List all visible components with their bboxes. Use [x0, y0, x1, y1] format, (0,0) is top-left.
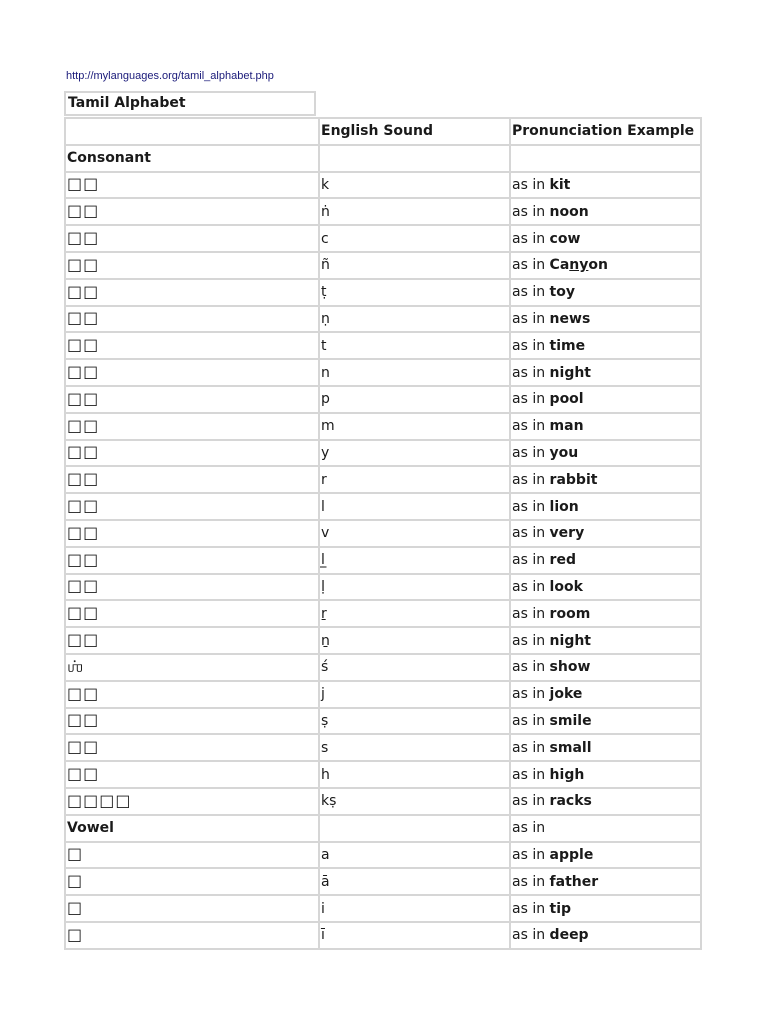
pronunciation-example — [510, 761, 701, 788]
english-sound: c — [319, 225, 510, 252]
tamil-letter: □□ — [67, 174, 100, 194]
letter-cell — [65, 225, 319, 252]
tamil-letter: □□ — [67, 710, 100, 730]
tamil-letter: ஶ் — [67, 656, 85, 676]
example-prefix: as in — [512, 525, 550, 542]
letter-cell — [65, 520, 319, 547]
english-sound: y — [319, 440, 510, 467]
english-sound: a — [319, 842, 510, 869]
tamil-letter: □ — [67, 844, 84, 864]
letter-cell — [65, 788, 319, 815]
english-sound: ḷ — [319, 574, 510, 601]
letter-cell — [65, 868, 319, 895]
letter-cell — [65, 922, 319, 949]
letter-cell — [65, 600, 319, 627]
english-sound: ṣ — [319, 708, 510, 735]
tamil-letter: □□ — [67, 308, 100, 328]
pronunciation-example — [510, 359, 701, 386]
english-sound: t — [319, 332, 510, 359]
example-word: tip — [549, 900, 572, 917]
letter-cell — [65, 842, 319, 869]
pronunciation-example — [510, 225, 701, 252]
example-word: small — [549, 739, 592, 756]
english-sound: p — [319, 386, 510, 413]
example-prefix: as in — [512, 364, 550, 381]
table-row — [65, 842, 701, 869]
table-row — [65, 172, 701, 199]
table-row — [65, 574, 701, 601]
pronunciation-example — [510, 547, 701, 574]
pronunciation-example — [510, 493, 701, 520]
letter-cell — [65, 627, 319, 654]
table-row — [65, 520, 701, 547]
letter-cell — [65, 332, 319, 359]
tamil-letter: □□ — [67, 362, 100, 382]
section-example-cell: as in — [510, 815, 701, 842]
header-english-sound: English Sound — [319, 118, 510, 145]
example-prefix: as in — [512, 578, 550, 595]
letter-cell — [65, 708, 319, 735]
example-prefix: as in — [512, 418, 550, 435]
pronunciation-example — [510, 627, 701, 654]
letter-cell — [65, 681, 319, 708]
letter-cell — [65, 252, 319, 279]
tamil-letter: □□ — [67, 254, 100, 274]
example-prefix: as in — [512, 552, 550, 569]
tamil-letter: □ — [67, 898, 84, 917]
example-prefix: as in — [512, 632, 550, 649]
example-prefix: as in — [512, 176, 550, 193]
example-word: man — [549, 418, 584, 435]
english-sound: n — [319, 359, 510, 386]
pronunciation-example — [510, 386, 701, 413]
tamil-letter: □□ — [67, 335, 100, 355]
example-prefix: as in — [512, 900, 550, 917]
table-row — [65, 708, 701, 735]
example-word: you — [549, 444, 579, 461]
example-prefix: as in — [512, 605, 550, 622]
letter-cell — [65, 466, 319, 493]
tamil-letter: □□ — [67, 469, 100, 489]
example-prefix: as in — [512, 846, 550, 863]
english-sound: ā — [319, 868, 510, 895]
section-example-cell — [510, 145, 701, 172]
example-prefix: as in — [512, 927, 550, 944]
pronunciation-example — [510, 681, 701, 708]
tamil-letter: □□ — [67, 442, 100, 462]
section-row — [65, 145, 701, 172]
example-word: toy — [549, 284, 575, 301]
pronunciation-example — [510, 600, 701, 627]
table-row — [65, 225, 701, 252]
table-row — [65, 761, 701, 788]
tamil-letter: □□ — [67, 603, 100, 623]
letter-cell — [65, 440, 319, 467]
table-row — [65, 627, 701, 654]
english-sound: ī — [319, 922, 510, 949]
letter-cell — [65, 198, 319, 225]
example-word: very — [549, 525, 585, 542]
table-header-row — [65, 118, 701, 145]
section-sound-cell — [319, 815, 510, 842]
table-row — [65, 788, 701, 815]
tamil-letter: □ — [67, 871, 84, 891]
tamil-letter: □□□□ — [67, 790, 132, 810]
section-label: Consonant — [65, 145, 319, 172]
tamil-letter: □ — [67, 924, 84, 944]
example-prefix: as in — [512, 498, 550, 515]
table-row — [65, 413, 701, 440]
example-word: lion — [549, 498, 579, 515]
page-title: Tamil Alphabet — [64, 91, 316, 116]
english-sound: ś — [319, 654, 510, 681]
section-sound-cell — [319, 145, 510, 172]
example-prefix: as in — [512, 391, 550, 408]
tamil-letter: □□ — [67, 201, 100, 221]
example-word: apple — [549, 846, 594, 863]
pronunciation-example — [510, 306, 701, 333]
pronunciation-example — [510, 654, 701, 681]
tamil-letter: □□ — [67, 522, 100, 542]
tamil-letter: □□ — [67, 764, 100, 784]
letter-cell — [65, 734, 319, 761]
example-prefix: as in — [512, 739, 550, 756]
header-letter — [65, 118, 319, 145]
english-sound: h — [319, 761, 510, 788]
letter-cell — [65, 547, 319, 574]
tamil-letter: □□ — [67, 496, 100, 516]
english-sound: ṇ — [319, 306, 510, 333]
table-row — [65, 493, 701, 520]
table-row — [65, 868, 701, 895]
example-word: red — [549, 552, 576, 569]
tamil-letter: □□ — [67, 576, 100, 596]
letter-cell — [65, 895, 319, 922]
example-word: racks — [549, 793, 592, 810]
tamil-letter: □□ — [67, 228, 100, 248]
tamil-letter: □□ — [67, 630, 100, 650]
table-row — [65, 922, 701, 949]
table-row — [65, 440, 701, 467]
pronunciation-example — [510, 868, 701, 895]
english-sound: m — [319, 413, 510, 440]
tamil-letter: □□ — [67, 415, 100, 435]
example-word: news — [549, 310, 591, 327]
english-sound: k — [319, 172, 510, 199]
pronunciation-example — [510, 279, 701, 306]
example-word: high — [549, 766, 585, 783]
example-word: noon — [549, 203, 589, 220]
english-sound: v — [319, 520, 510, 547]
example-prefix: as in — [512, 257, 550, 274]
table-row — [65, 332, 701, 359]
pronunciation-example — [510, 895, 701, 922]
pronunciation-example — [510, 842, 701, 869]
pronunciation-example — [510, 788, 701, 815]
letter-cell — [65, 493, 319, 520]
example-word: smile — [549, 712, 592, 729]
english-sound: j — [319, 681, 510, 708]
example-prefix: as in — [512, 793, 550, 810]
pronunciation-example — [510, 440, 701, 467]
letter-cell — [65, 386, 319, 413]
table-row — [65, 198, 701, 225]
letter-cell — [65, 359, 319, 386]
pronunciation-example — [510, 332, 701, 359]
table-row — [65, 252, 701, 279]
example-prefix: as in — [512, 337, 550, 354]
pronunciation-example — [510, 413, 701, 440]
pronunciation-example — [510, 922, 701, 949]
letter-cell — [65, 172, 319, 199]
english-sound: ṅ — [319, 198, 510, 225]
example-word-part: Ca — [549, 257, 570, 274]
example-word: pool — [549, 391, 584, 408]
table-row — [65, 654, 701, 681]
english-sound: i — [319, 895, 510, 922]
letter-cell — [65, 654, 319, 681]
example-prefix: as in — [512, 686, 550, 703]
table-row — [65, 386, 701, 413]
tamil-letter: □□ — [67, 388, 100, 408]
letter-cell — [65, 279, 319, 306]
english-sound: l̲ — [319, 547, 510, 574]
english-sound: kṣ — [319, 788, 510, 815]
table-row — [65, 734, 701, 761]
example-prefix: as in — [512, 766, 550, 783]
pronunciation-example — [510, 734, 701, 761]
example-prefix: as in — [512, 284, 550, 301]
alphabet-table — [64, 117, 702, 950]
english-sound: ṭ — [319, 279, 510, 306]
pronunciation-example — [510, 708, 701, 735]
tamil-letter: □□ — [67, 281, 100, 301]
pronunciation-example — [510, 466, 701, 493]
source-link[interactable]: http://mylanguages.org/tamil_alphabet.php — [66, 70, 274, 82]
example-word: kit — [549, 176, 571, 193]
example-prefix: as in — [512, 873, 550, 890]
example-word: look — [549, 578, 583, 595]
table-row — [65, 681, 701, 708]
example-prefix: as in — [512, 203, 550, 220]
example-word: cow — [549, 230, 581, 247]
english-sound: ṟ — [319, 600, 510, 627]
letter-cell — [65, 574, 319, 601]
letter-cell — [65, 761, 319, 788]
example-word: room — [549, 605, 591, 622]
table-row — [65, 600, 701, 627]
example-word-part: on — [588, 257, 608, 274]
example-word: night — [549, 364, 591, 381]
example-prefix: as in — [512, 471, 550, 488]
header-pronunciation-example: Pronunciation Example — [510, 118, 701, 145]
example-word: show — [549, 659, 591, 676]
table-row — [65, 466, 701, 493]
example-word-underlined: ny — [569, 257, 589, 274]
pronunciation-example — [510, 198, 701, 225]
example-word: joke — [549, 686, 583, 703]
example-word: rabbit — [549, 471, 598, 488]
tamil-letter: □□ — [67, 683, 100, 703]
example-word: father — [549, 873, 599, 890]
table-row — [65, 895, 701, 922]
example-prefix: as in — [512, 230, 550, 247]
example-prefix: as in — [512, 310, 550, 327]
english-sound: l — [319, 493, 510, 520]
example-prefix: as in — [512, 444, 550, 461]
pronunciation-example — [510, 520, 701, 547]
tamil-letter: □□ — [67, 737, 100, 757]
english-sound: ṉ — [319, 627, 510, 654]
table-row — [65, 306, 701, 333]
example-prefix: as in — [512, 659, 550, 676]
example-word: night — [549, 632, 591, 649]
table-row — [65, 547, 701, 574]
example-word — [550, 257, 608, 273]
letter-cell — [65, 413, 319, 440]
english-sound: ñ — [319, 252, 510, 279]
example-word: deep — [549, 927, 589, 944]
table-row — [65, 279, 701, 306]
pronunciation-example — [510, 172, 701, 199]
pronunciation-example — [510, 574, 701, 601]
section-label: Vowel — [65, 815, 319, 842]
letter-cell — [65, 306, 319, 333]
section-row — [65, 815, 701, 842]
table-row — [65, 359, 701, 386]
pronunciation-example — [510, 252, 701, 279]
tamil-letter: □□ — [67, 549, 100, 569]
example-word: time — [549, 337, 586, 354]
english-sound: r — [319, 466, 510, 493]
english-sound: s — [319, 734, 510, 761]
example-prefix: as in — [512, 712, 550, 729]
